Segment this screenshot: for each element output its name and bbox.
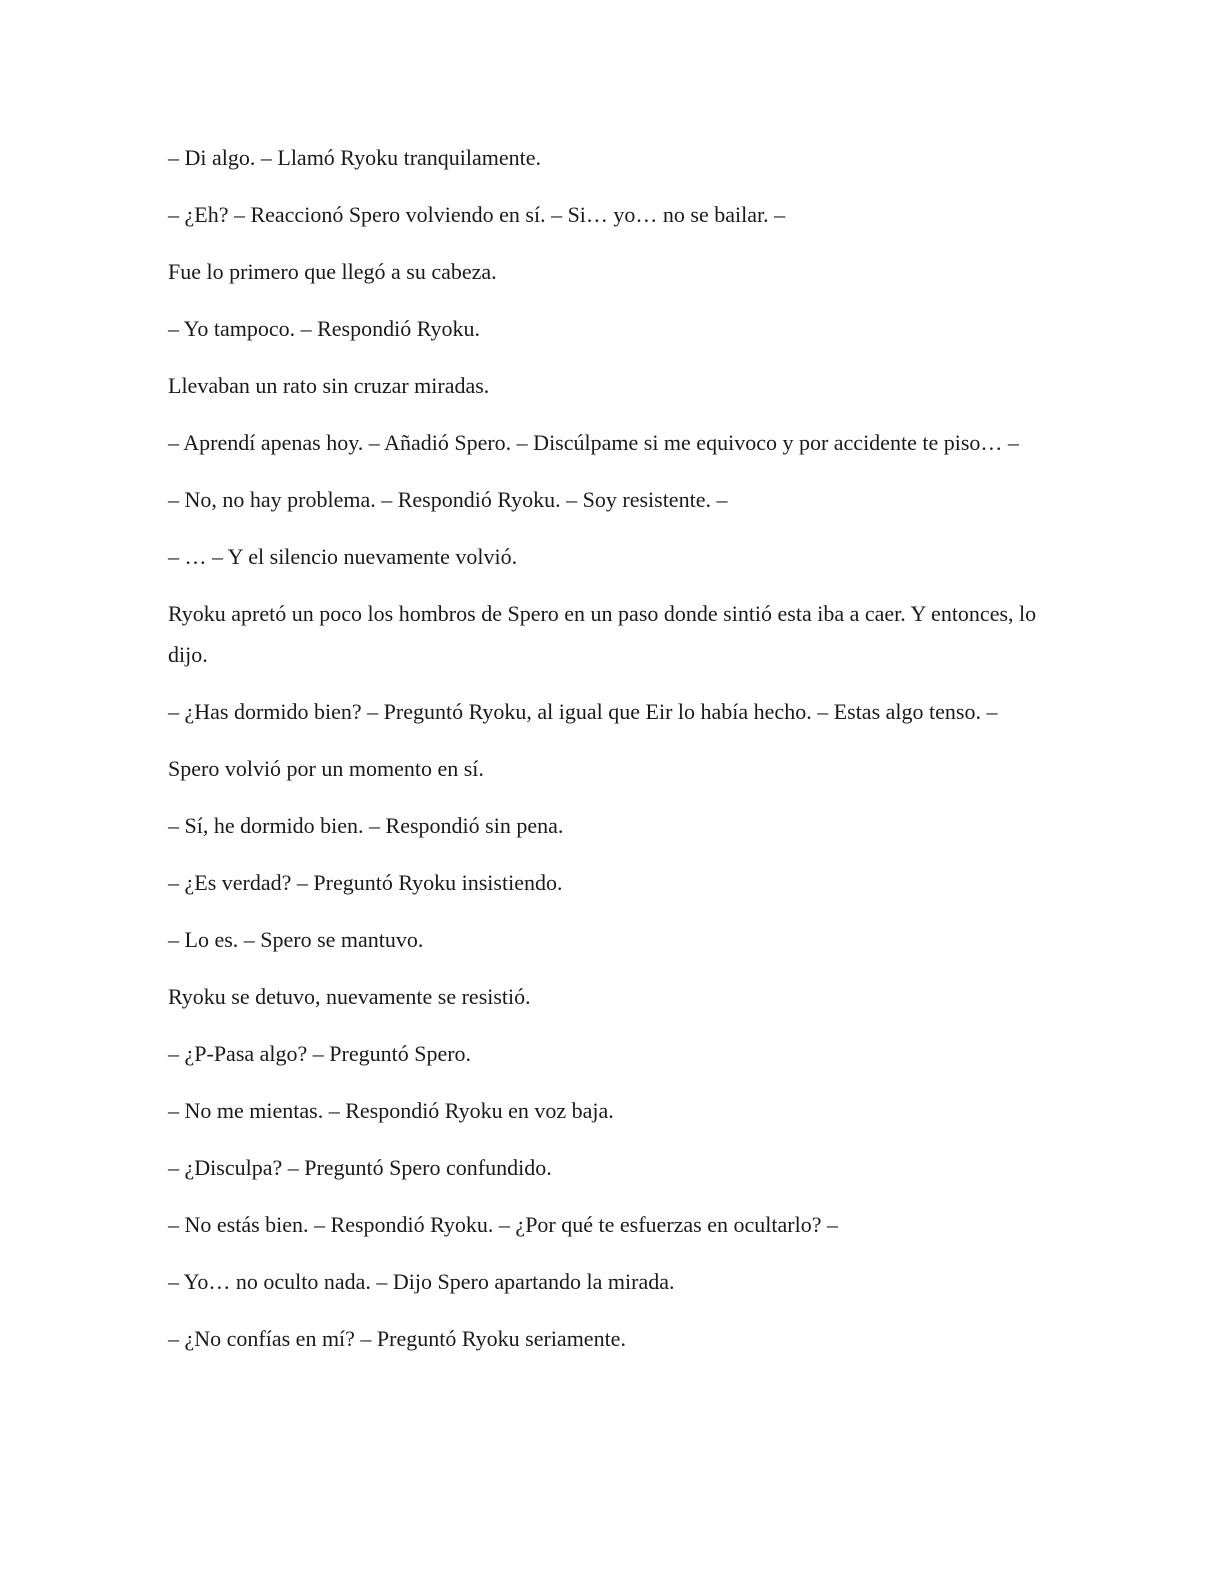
paragraph: – No estás bien. – Respondió Ryoku. – ¿Por qué te esfuerzas en ocultarlo? – bbox=[168, 1212, 838, 1237]
paragraph: Llevaban un rato sin cruzar miradas. bbox=[168, 373, 490, 398]
paragraph: – No me mientas. – Respondió Ryoku en voz baja. bbox=[168, 1098, 614, 1123]
paragraph: Ryoku se detuvo, nuevamente se resistió. bbox=[168, 984, 531, 1009]
paragraph: – Yo tampoco. – Respondió Ryoku. bbox=[168, 316, 481, 341]
paragraph: – Sí, he dormido bien. – Respondió sin pena. bbox=[168, 813, 564, 838]
paragraph: – Aprendí apenas hoy. – Añadió Spero. – Discúlpame si me equivoco y por accidente te piso… – bbox=[168, 430, 1019, 455]
paragraph: Ryoku apretó un poco los hombros de Spero en un paso donde sintió esta iba a caer. Y entonces, lo dijo. bbox=[168, 601, 1037, 667]
paragraph: – Yo… no oculto nada. – Dijo Spero apartando la mirada. bbox=[168, 1269, 675, 1294]
paragraph: – ¿Has dormido bien? – Preguntó Ryoku, al igual que Eir lo había hecho. – Estas algo tenso. – bbox=[168, 699, 998, 724]
paragraph: Fue lo primero que llegó a su cabeza. bbox=[168, 259, 497, 284]
paragraph: – ¿Es verdad? – Preguntó Ryoku insistiendo. bbox=[168, 870, 563, 895]
paragraph: – No, no hay problema. – Respondió Ryoku. – Soy resistente. – bbox=[168, 487, 728, 512]
paragraph: – … – Y el silencio nuevamente volvió. bbox=[168, 544, 518, 569]
paragraph: – ¿P-Pasa algo? – Preguntó Spero. bbox=[168, 1041, 472, 1066]
paragraph: – ¿No confías en mí? – Preguntó Ryoku seriamente. bbox=[168, 1326, 626, 1351]
paragraph: Spero volvió por un momento en sí. bbox=[168, 756, 484, 781]
paragraph: – Lo es. – Spero se mantuvo. bbox=[168, 927, 424, 952]
paragraph: – ¿Disculpa? – Preguntó Spero confundido. bbox=[168, 1155, 552, 1180]
paragraph: – Di algo. – Llamó Ryoku tranquilamente. bbox=[168, 145, 542, 170]
paragraph: – ¿Eh? – Reaccionó Spero volviendo en sí. – Si… yo… no se bailar. – bbox=[168, 202, 786, 227]
text-body bbox=[168, 137, 1048, 1375]
